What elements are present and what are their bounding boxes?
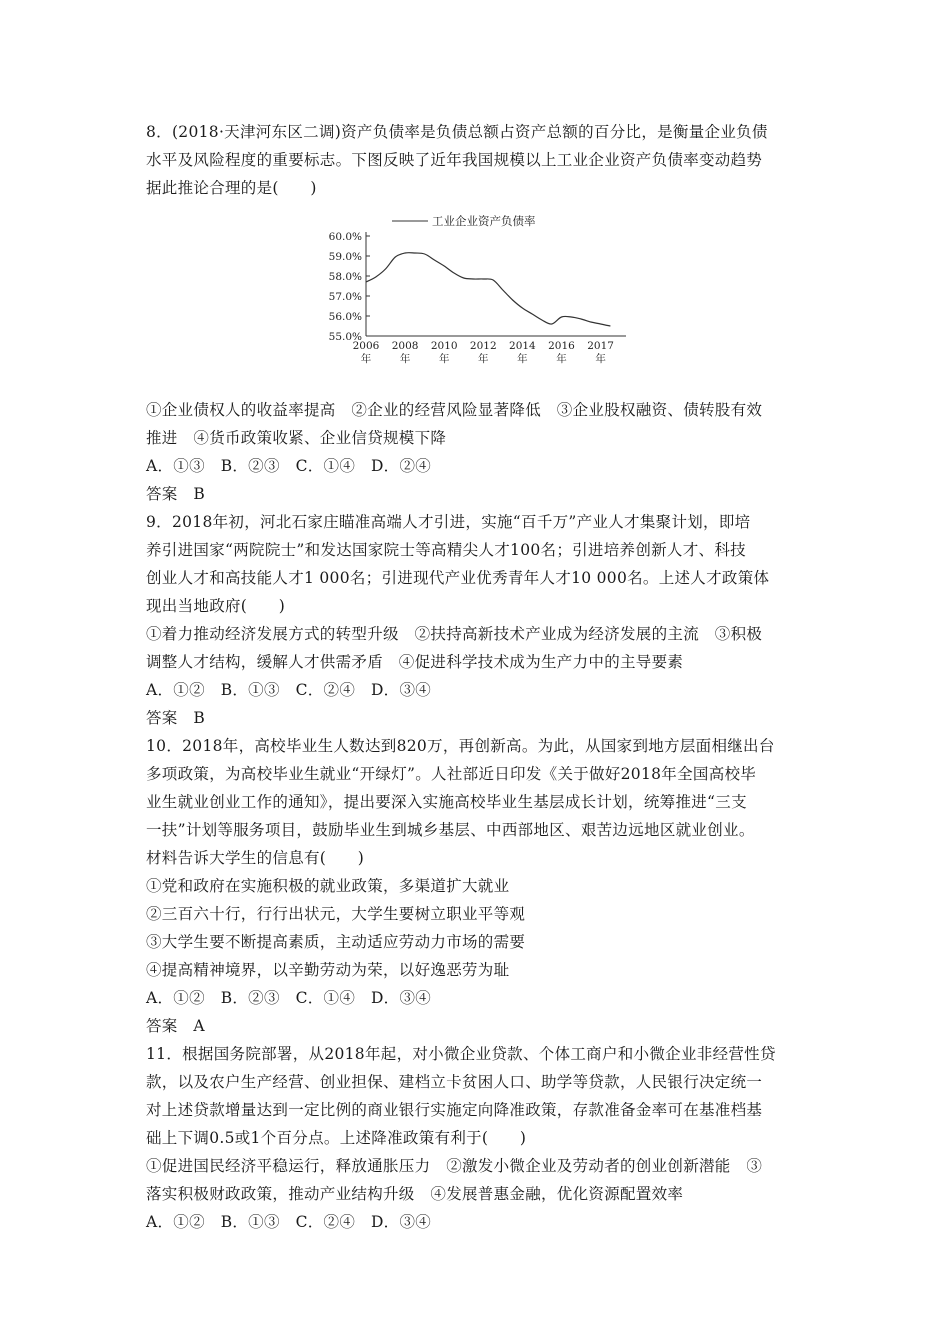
option-line: ①着力推动经济发展方式的转型升级 ②扶持高新技术产业成为经济发展的主流 ③积极 bbox=[146, 625, 763, 643]
answer-line: 答案 A bbox=[146, 1017, 205, 1035]
line-chart-svg bbox=[146, 210, 810, 392]
question-text-line: 多项政策，为高校毕业生就业“开绿灯”。人社部近日印发《关于做好2018年全国高校毕 bbox=[146, 765, 757, 783]
y-tick-label: 56.0% bbox=[328, 311, 362, 323]
option-line: 调整人才结构，缓解人才供需矛盾 ④促进科学技术成为生产力中的主导要素 bbox=[146, 653, 684, 671]
x-tick-sublabel: 年 bbox=[595, 353, 606, 365]
x-tick-label: 2012 bbox=[469, 340, 497, 352]
x-tick-label: 2014 bbox=[509, 340, 536, 352]
legend-label: 工业企业资产负债率 bbox=[432, 214, 536, 228]
question-text-line: 11．根据国务院部署，从2018年起，对小微企业贷款、个体工商户和小微企业非经营性贷 bbox=[146, 1045, 776, 1063]
question-text-line: 现出当地政府( ) bbox=[146, 597, 286, 615]
series-line bbox=[366, 253, 610, 326]
x-tick-sublabel: 年 bbox=[438, 353, 450, 365]
question-text-line: 款，以及农户生产经营、创业担保、建档立卡贫困人口、助学等贷款，人民银行决定统一 bbox=[146, 1073, 763, 1091]
y-tick-label: 57.0% bbox=[328, 291, 362, 303]
question-text-line: 对上述贷款增量达到一定比例的商业银行实施定向降准政策，存款准备金率可在基准档基 bbox=[146, 1101, 763, 1119]
choices-line: A．①③ B．②③ C．①④ D．②④ bbox=[146, 457, 432, 475]
question-text-line: 据此推论合理的是( ) bbox=[146, 179, 317, 197]
answer-line: 答案 B bbox=[146, 485, 206, 503]
x-tick-label: 2006 bbox=[352, 340, 380, 352]
debt-ratio-chart bbox=[146, 210, 810, 392]
option-line: 落实积极财政政策，推动产业结构升级 ④发展普惠金融，优化资源配置效率 bbox=[146, 1185, 684, 1203]
x-tick-sublabel: 年 bbox=[399, 353, 411, 365]
choices-line: A．①② B．②③ C．①④ D．③④ bbox=[146, 989, 432, 1007]
question-text-line: 创业人才和高技能人才1 000名；引进现代产业优秀青年人才10 000名。上述人才政策体 bbox=[146, 569, 770, 587]
x-tick-sublabel: 年 bbox=[478, 353, 489, 365]
question-text-line: 8．(2018·天津河东区二调)资产负债率是负债总额占资产总额的百分比，是衡量企业负债 bbox=[146, 123, 768, 141]
answer-line: 答案 B bbox=[146, 709, 206, 727]
question-10 bbox=[146, 732, 810, 1040]
y-tick-label: 55.0% bbox=[328, 331, 362, 343]
option-line: ①党和政府在实施积极的就业政策，多渠道扩大就业 bbox=[146, 877, 510, 895]
question-11 bbox=[146, 1040, 810, 1236]
option-line: 推进 ④货币政策收紧、企业信贷规模下降 bbox=[146, 429, 447, 447]
y-tick-label: 58.0% bbox=[328, 271, 362, 283]
x-tick-sublabel: 年 bbox=[360, 353, 372, 365]
question-text-line: 一扶”计划等服务项目，鼓励毕业生到城乡基层、中西部地区、艰苦边远地区就业创业。 bbox=[146, 821, 755, 839]
x-tick-sublabel: 年 bbox=[556, 353, 567, 365]
question-text-line: 材料告诉大学生的信息有( ) bbox=[146, 849, 365, 867]
question-text-line: 10．2018年，高校毕业生人数达到820万，再创新高。为此，从国家到地方层面相继出台 bbox=[146, 737, 775, 755]
option-line: ②三百六十行，行行出状元，大学生要树立职业平等观 bbox=[146, 905, 526, 923]
question-8 bbox=[146, 118, 810, 508]
x-tick-label: 2017 bbox=[587, 340, 614, 352]
x-tick-label: 2010 bbox=[430, 340, 458, 352]
question-text-line: 业生就业创业工作的通知》，提出要深入实施高校毕业生基层成长计划，统筹推进“三支 bbox=[146, 793, 747, 811]
option-line: ①促进国民经济平稳运行，释放通胀压力 ②激发小微企业及劳动者的创业创新潜能 ③ bbox=[146, 1157, 763, 1175]
question-text-line: 9．2018年初，河北石家庄瞄准高端人才引进，实施“百千万”产业人才集聚计划，即培 bbox=[146, 513, 751, 531]
x-tick-label: 2016 bbox=[548, 340, 575, 352]
option-line: ①企业债权人的收益率提高 ②企业的经营风险显著降低 ③企业股权融资、债转股有效 bbox=[146, 401, 763, 419]
question-text-line: 养引进国家“两院院士”和发达国家院士等高精尖人才100名；引进培养创新人才、科技 bbox=[146, 541, 746, 559]
option-line: ④提高精神境界，以辛勤劳动为荣，以好逸恶劳为耻 bbox=[146, 961, 510, 979]
document-page bbox=[146, 118, 810, 1236]
x-tick-sublabel: 年 bbox=[517, 353, 528, 365]
option-line: ③大学生要不断提高素质，主动适应劳动力市场的需要 bbox=[146, 933, 526, 951]
question-9 bbox=[146, 508, 810, 732]
choices-line: A．①② B．①③ C．②④ D．③④ bbox=[146, 1213, 432, 1231]
question-text-line: 水平及风险程度的重要标志。下图反映了近年我国规模以上工业企业资产负债率变动趋势 bbox=[146, 151, 763, 169]
x-tick-label: 2008 bbox=[391, 340, 419, 352]
choices-line: A．①② B．①③ C．②④ D．③④ bbox=[146, 681, 432, 699]
question-text-line: 础上下调0.5或1个百分点。上述降准政策有利于( ) bbox=[146, 1129, 527, 1147]
y-tick-label: 60.0% bbox=[328, 231, 362, 243]
y-tick-label: 59.0% bbox=[328, 251, 362, 263]
